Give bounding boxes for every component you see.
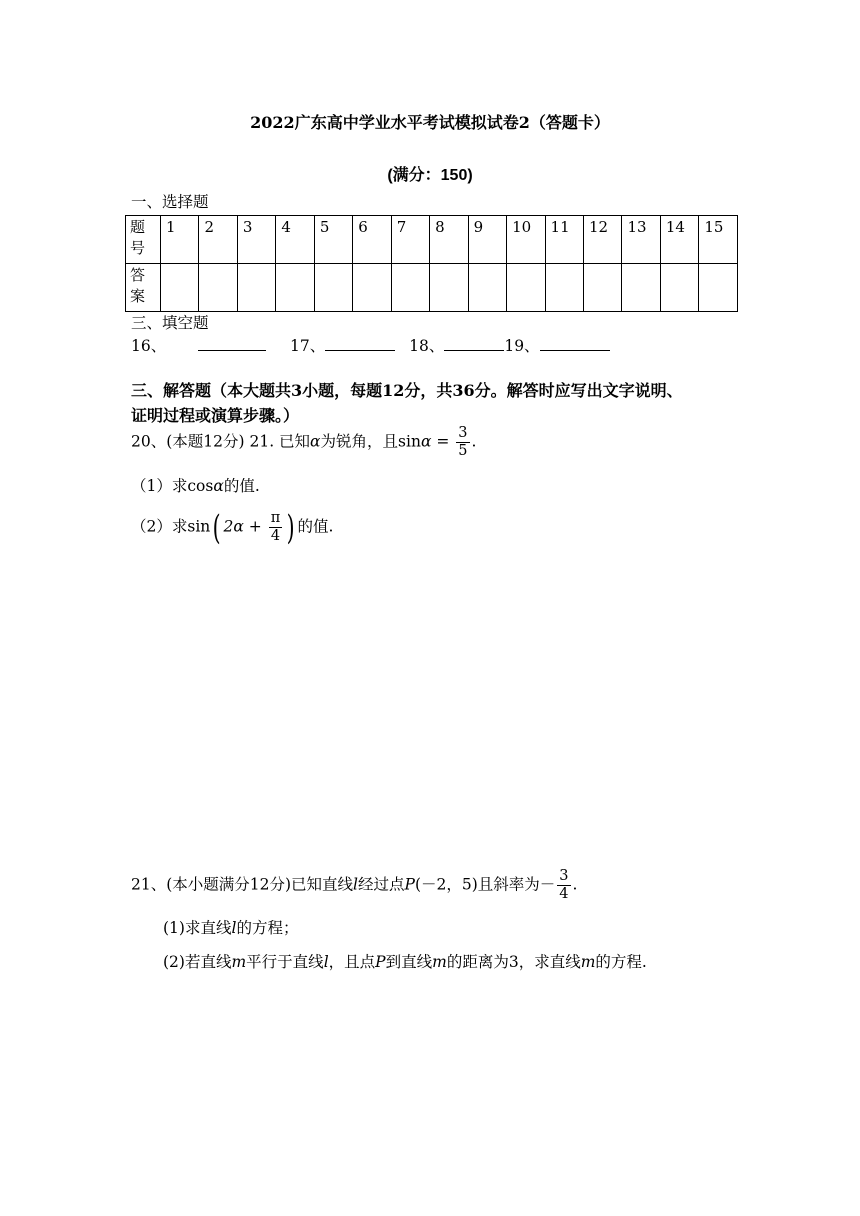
answer-cell[interactable] — [161, 264, 199, 312]
answer-cell[interactable] — [468, 264, 506, 312]
question-number: 4 — [276, 216, 314, 264]
question-number: 14 — [660, 216, 698, 264]
question-number: 10 — [507, 216, 545, 264]
answer-cell[interactable] — [583, 264, 621, 312]
answer-cell[interactable] — [353, 264, 391, 312]
fill-blank-18[interactable] — [444, 334, 504, 351]
answer-cell[interactable] — [391, 264, 429, 312]
question-number: 3 — [237, 216, 275, 264]
answer-cell[interactable] — [545, 264, 583, 312]
answer-cell[interactable] — [699, 264, 738, 312]
fill-blank-16[interactable] — [198, 334, 266, 351]
answer-cell[interactable] — [430, 264, 468, 312]
row-label-question: 题 号 — [126, 216, 161, 264]
answer-cell[interactable] — [507, 264, 545, 312]
question-number: 6 — [353, 216, 391, 264]
answer-grid — [125, 215, 738, 312]
question-number: 8 — [430, 216, 468, 264]
answer-cell[interactable] — [660, 264, 698, 312]
answer-row — [126, 264, 738, 312]
answer-cell[interactable] — [199, 264, 237, 312]
question-20: 20、(本题12分) 21. 已知α为锐角，且sinα = $\frac{3}{5}$ . — [131, 425, 477, 459]
answer-cell[interactable] — [622, 264, 660, 312]
question-number: 5 — [314, 216, 352, 264]
question-21: 21、(本小题满分12分)已知直线l经过点P(－2，5)且斜率为－ $\frac{3}{4}$ . — [131, 868, 578, 902]
fraction-3-4: $\frac{3}{4}$ — [559, 868, 569, 902]
question-number: 9 — [468, 216, 506, 264]
question-number: 15 — [699, 216, 738, 264]
full-score: (满分：150) — [387, 167, 473, 184]
fill-blank-19[interactable] — [540, 334, 610, 351]
question-number: 13 — [622, 216, 660, 264]
question-number: 12 — [583, 216, 621, 264]
answer-cell[interactable] — [314, 264, 352, 312]
question-number: 1 — [161, 216, 199, 264]
section-choice-heading: 一、选择题 — [131, 193, 209, 211]
fraction-pi-4: $\frac{\pi}{4}$ — [270, 510, 281, 544]
question-20-part-2: （2）求sin( 2α + $\frac{\pi}{4}$ ) 的值. — [131, 507, 334, 548]
question-number: 2 — [199, 216, 237, 264]
fill-in-row: 16、 17、 18、 19、 — [131, 334, 610, 356]
question-number-row — [126, 216, 738, 264]
section-fill-heading: 三、填空题 — [131, 314, 209, 332]
row-label-answer: 答 案 — [126, 264, 161, 312]
question-number: 7 — [391, 216, 429, 264]
question-number: 11 — [545, 216, 583, 264]
answer-cell[interactable] — [237, 264, 275, 312]
answer-cell[interactable] — [276, 264, 314, 312]
question-20-part-1: （1）求cosα的值. — [131, 477, 260, 495]
section-solve-heading-2: 证明过程或演算步骤。） — [131, 406, 300, 425]
section-solve-heading-1: 三、解答题（本大题共3小题，每题12分，共36分。解答时应写出文字说明、 — [131, 381, 683, 400]
page-title: 2022广东高中学业水平考试模拟试卷2（答题卡） — [250, 113, 610, 132]
fill-blank-17[interactable] — [325, 334, 395, 351]
question-21-part-2: (2)若直线m平行于直线l，且点P到直线m的距离为3，求直线m的方程. — [163, 953, 647, 971]
fraction-3-5: $\frac{3}{5}$ — [458, 425, 468, 459]
question-21-part-1: (1)求直线l的方程； — [163, 919, 299, 937]
